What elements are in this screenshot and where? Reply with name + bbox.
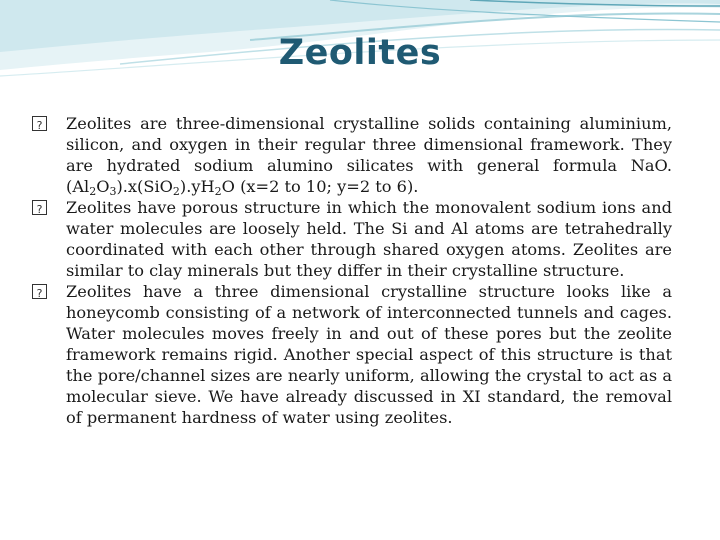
bullet-box-icon — [32, 284, 47, 299]
subscript: 2 — [89, 185, 97, 198]
bullet-text: O (x=2 to 10; y=2 to 6). — [221, 177, 419, 196]
bullet-text: Zeolites have porous structure in which the monovalent sodium ions and water molecules are loosely held. The Si and Al atoms are tetrahedrally coordinated with each other through shared oxygen atoms. Zeolites are similar to clay minerals but they differ in their crystalline structure. — [66, 198, 672, 280]
bullet-item — [32, 281, 672, 428]
bullet-text: ).yH — [179, 177, 215, 196]
subscript: 3 — [109, 185, 117, 198]
bullet-list — [32, 113, 672, 428]
bullet-text: Zeolites are three-dimensional crystalline solids containing aluminium, silicon, and oxygen in their regular three dimensional framework. They are hydrated sodium alumino silicates with general formula NaO.(Al — [66, 114, 672, 196]
bullet-text: O — [96, 177, 110, 196]
subscript: 2 — [214, 185, 222, 198]
bullet-box-icon — [32, 200, 47, 215]
subscript: 2 — [172, 185, 180, 198]
bullet-text: Zeolites have a three dimensional crystalline structure looks like a honeycomb consisting of a network of interconnected tunnels and cages. Water molecules moves freely in and out of these pores but the zeolite framework remains rigid. Another special aspect of this structure is that the pore/channel sizes are nearly uniform, allowing the crystal to act as a molecular sieve. We have already discussed in XI standard, the removal of permanent hardness of water using zeolites. — [66, 282, 672, 427]
bullet-text: ).x(SiO — [116, 177, 173, 196]
bullet-item — [32, 113, 672, 197]
bullet-item — [32, 197, 672, 281]
bullet-box-icon — [32, 116, 47, 131]
slide-title: Zeolites — [278, 33, 442, 73]
